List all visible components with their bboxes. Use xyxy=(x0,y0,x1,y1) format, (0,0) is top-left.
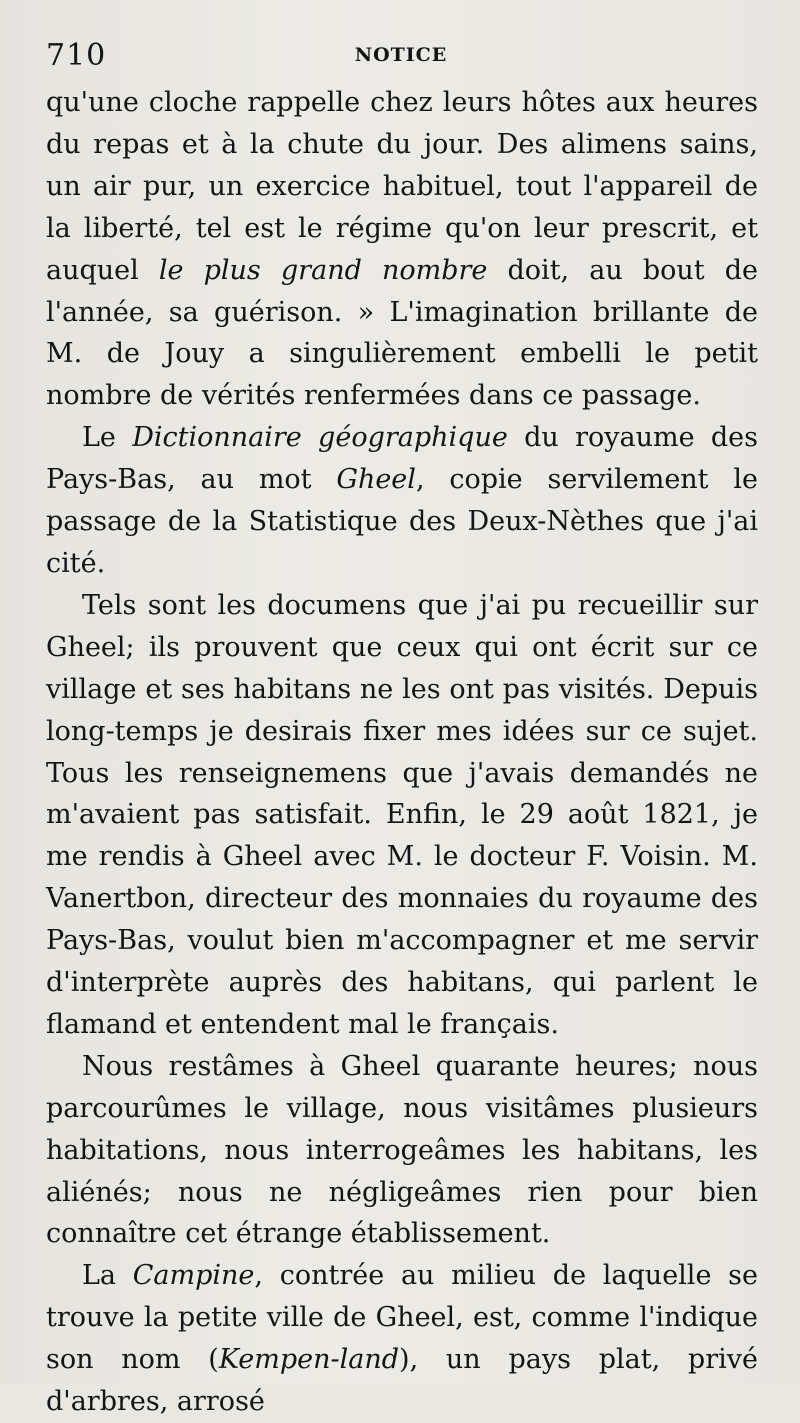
body-text xyxy=(46,82,758,1423)
paragraph-1-italic-1: le plus grand nombre xyxy=(158,254,488,286)
paragraph-2-segment-3: du royaume des Pays-Bas, au mot xyxy=(46,422,758,496)
paragraph-2-segment-5: , copie servilement le passage de la Statistique des Deux-Nèthes que j'ai cité. xyxy=(46,464,758,579)
paragraph-4-segment-1: Nous restâmes à Gheel quarante heures; nous parcourûmes le village, nous visitâmes plusieurs habitations, nous interrogeâmes les habitans, les aliénés; nous ne négligeâmes rien pour bien connaître cet étrange établissement. xyxy=(46,1050,758,1250)
paragraph-5-italic-1: Campine xyxy=(132,1260,255,1292)
paragraph-2 xyxy=(46,417,758,585)
paragraph-4 xyxy=(46,1046,758,1256)
paragraph-2-italic-1: Dictionnaire géographique xyxy=(132,422,508,454)
paragraph-2-italic-2: Gheel xyxy=(336,464,416,496)
paragraph-5-segment-1: La xyxy=(82,1260,133,1292)
page-header xyxy=(46,38,756,78)
paragraph-1-segment-3: doit, au bout de l'année, sa guérison. » L'imagination brillante de M. de Jouy a singulièrement embelli le petit nombre de vérités renfermées dans ce passage. xyxy=(46,254,759,412)
paragraph-2-segment-1: Le xyxy=(82,422,133,454)
paragraph-5-segment-3: , contrée au milieu de laquelle se trouve la petite ville de Gheel, est, comme l'indique son nom ( xyxy=(46,1260,758,1376)
paragraph-5 xyxy=(46,1255,758,1423)
paragraph-5-italic-2: Kempen-land xyxy=(218,1344,400,1376)
paragraph-1-segment-1: qu'une cloche rappelle chez leurs hôtes aux heures du repas et à la chute du jour. Des alimens sains, un air pur, un exercice habituel, tout l'appareil de la liberté, tel est le régime qu'on leur prescrit, et auquel xyxy=(46,87,758,286)
paragraph-3 xyxy=(46,585,758,1046)
page-number: 710 xyxy=(46,38,107,73)
paragraph-3-segment-1: Tels sont les documens que j'ai pu recueillir sur Gheel; ils prouvent que ceux qui ont écrit sur ce village et ses habitans ne les ont pas visités. Depuis long-temps je desirais fixer mes idées sur ce sujet. Tous les renseignemens que j'avais demandés ne m'avaient pas satisfait. Enfin, le 29 août 1821, je me rendis à Gheel avec M. le docteur F. Voisin. M. Vanertbon, directeur des monnaies du royaume des Pays-Bas, voulut bien m'accompagner et me servir d'interprète auprès des habitans, qui parlent le flamand et entendent mal le français. xyxy=(46,589,758,1040)
paragraph-5-segment-5: ), un pays plat, privé d'arbres, arrosé xyxy=(46,1344,758,1418)
paragraph-1 xyxy=(46,82,758,417)
running-head: NOTICE xyxy=(354,44,448,66)
